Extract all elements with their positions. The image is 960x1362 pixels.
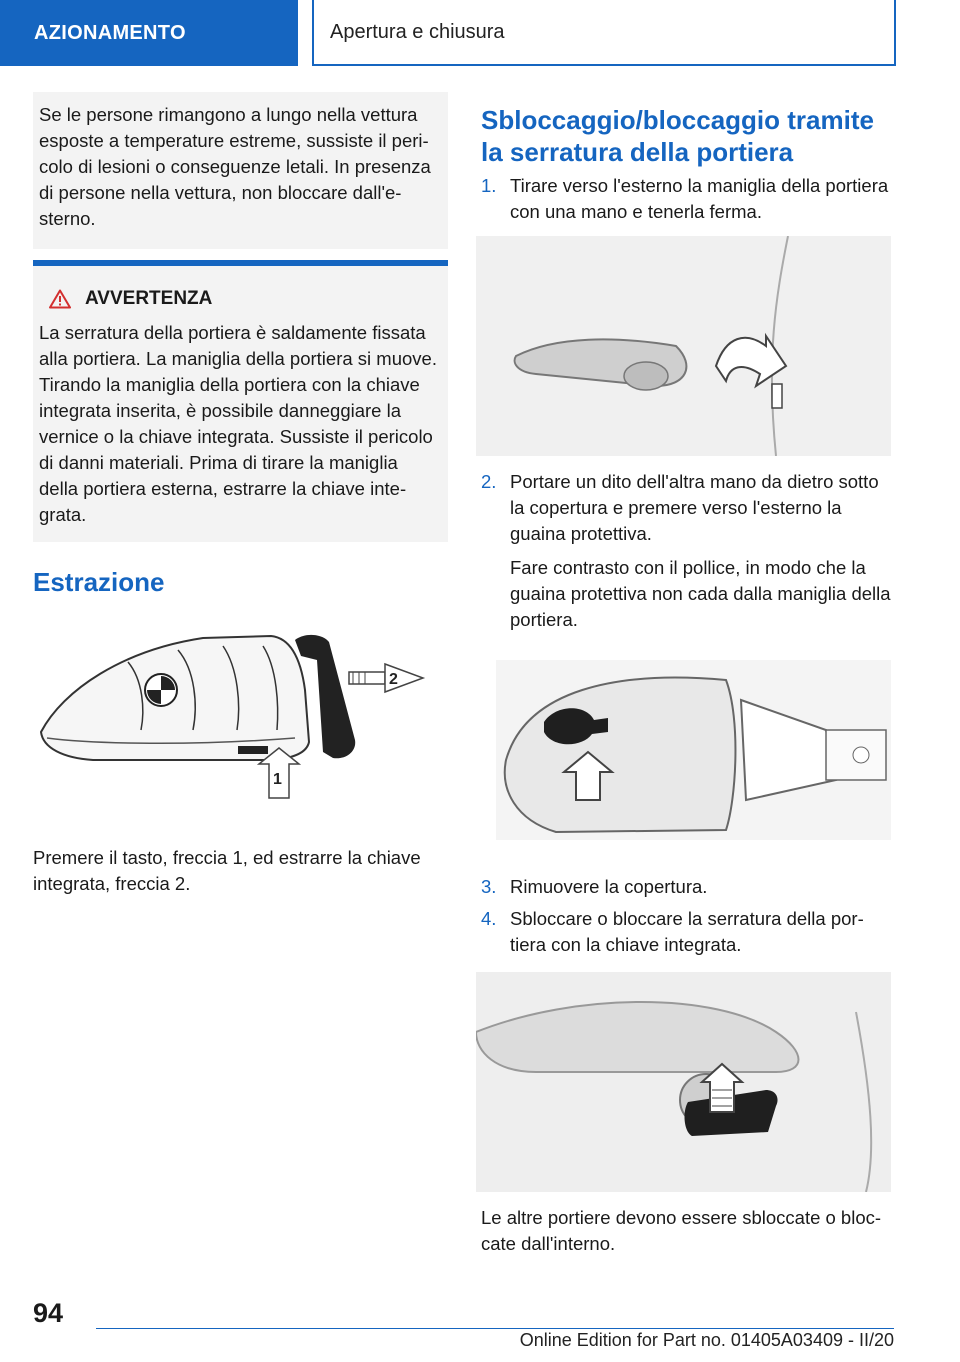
info-line: sterno. [39, 208, 96, 229]
step-number: 3. [481, 876, 497, 897]
info-box [33, 92, 448, 249]
step-1 [481, 173, 901, 225]
arrow-1-label: 1 [273, 771, 282, 788]
caption-line: Premere il tasto, freccia 1, ed estrarre la chiave [33, 847, 421, 868]
key-extraction-figure [33, 620, 448, 820]
info-line: di persone nella vettura, non bloccare dall'e- [39, 182, 402, 203]
key-in-lock-figure [476, 972, 891, 1192]
step-line: Rimuovere la copertura. [510, 876, 708, 897]
page-number: 94 [33, 1298, 64, 1328]
step-line: Sbloccare o bloccare la serratura della por- [510, 908, 864, 929]
key-in-lock-illustration [476, 972, 891, 1192]
section-tab: AZIONAMENTO [0, 0, 298, 66]
step-line: Tirare verso l'esterno la maniglia della portiera [510, 175, 889, 196]
step-line: guaina protettiva. [510, 523, 652, 544]
warning-line: Tirando la maniglia della portiera con la chiave [39, 374, 420, 395]
page-title: Apertura e chiusura [312, 0, 896, 66]
step-number: 1. [481, 175, 497, 196]
cover-removal-illustration [496, 660, 891, 840]
section-heading-estrazione: Estrazione [33, 567, 165, 597]
warning-line: della portiera esterna, estrarre la chiave inte- [39, 478, 407, 499]
warning-line: grata. [39, 504, 87, 525]
warning-line: vernice o la chiave integrata. Sussiste il pericolo [39, 426, 433, 447]
door-handle-illustration [476, 236, 891, 456]
info-line: colo di lesioni o conseguenze letali. In presenza [39, 156, 431, 177]
warning-triangle-icon [49, 289, 71, 309]
final-line: Le altre portiere devono essere sbloccate o bloc- [481, 1207, 882, 1228]
step-number: 2. [481, 471, 497, 492]
step-line: guaina protettiva non cada dalla maniglia della [510, 583, 891, 604]
step-line: Fare contrasto con il pollice, in modo che la [510, 557, 866, 578]
edition-info: Online Edition for Part no. 01405A03409 - II/20 [519, 1330, 894, 1350]
step-line: portiera. [510, 609, 578, 630]
cover-removal-figure [496, 660, 891, 840]
step-line: con una mano e tenerla ferma. [510, 201, 762, 222]
warning-header [49, 286, 442, 312]
section-heading-serratura [481, 104, 901, 168]
heading-line: Sbloccaggio/bloccaggio tramite [481, 105, 874, 135]
warning-box [33, 260, 448, 542]
step-line: la copertura e premere verso l'esterno la [510, 497, 842, 518]
figure-caption [33, 845, 453, 897]
footer-divider [96, 1328, 894, 1329]
heading-line: la serratura della portiera [481, 137, 794, 167]
step-line: Portare un dito dell'altra mano da dietro sotto [510, 471, 879, 492]
warning-line: alla portiera. La maniglia della portiera si muove. [39, 348, 437, 369]
step-number: 4. [481, 908, 497, 929]
info-line: Se le persone rimangono a lungo nella vettura [39, 104, 418, 125]
final-note [481, 1205, 901, 1257]
step-2 [481, 469, 901, 633]
warning-line: La serratura della portiera è saldamente fissata [39, 322, 426, 343]
info-line: esposte a temperature estreme, sussiste il peri- [39, 130, 429, 151]
key-illustration [33, 620, 448, 820]
warning-line: di danni materiali. Prima di tirare la maniglia [39, 452, 398, 473]
door-handle-figure [476, 236, 891, 456]
step-line: tiera con la chiave integrata. [510, 934, 742, 955]
warning-title: AVVERTENZA [85, 288, 213, 309]
caption-line: integrata, freccia 2. [33, 873, 191, 894]
step-4 [481, 906, 901, 958]
final-line: cate dall'interno. [481, 1233, 616, 1254]
warning-line: integrata inserita, è possibile danneggiare la [39, 400, 402, 421]
arrow-2-label: 2 [389, 671, 398, 688]
step-3 [481, 874, 901, 900]
